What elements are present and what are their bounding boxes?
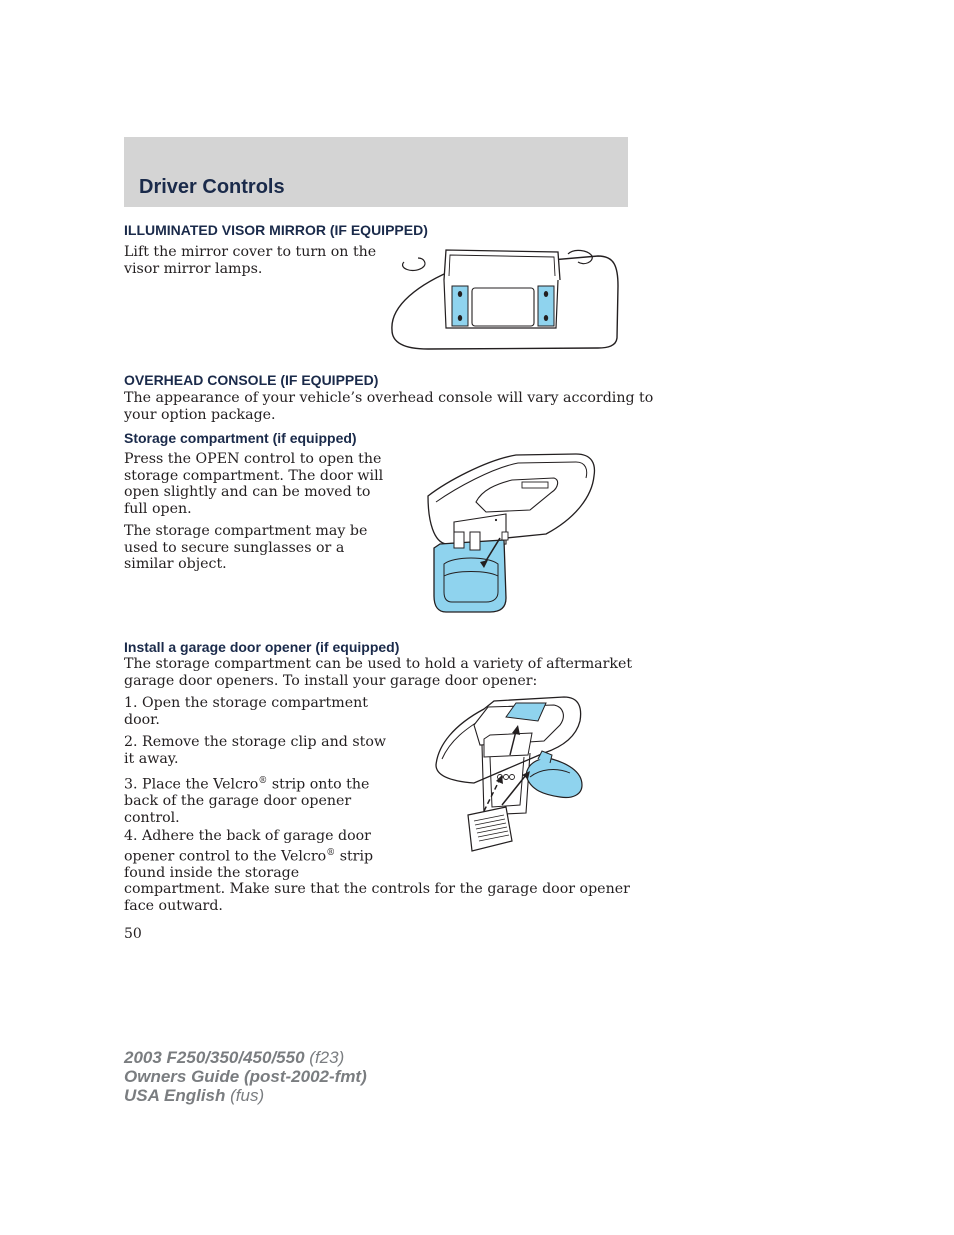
garage-intro — [124, 656, 633, 689]
overhead-console-heading: OVERHEAD CONSOLE (IF EQUIPPED) — [124, 372, 379, 388]
storage-text-line: open slightly and can be moved to — [124, 484, 371, 500]
storage-text-line: Press the OPEN control to open the — [124, 451, 382, 467]
storage-para-1 — [124, 451, 394, 517]
visor-text-line: visor mirror lamps. — [124, 260, 263, 277]
step-text: strip — [335, 848, 374, 865]
step-text: strip onto the — [267, 776, 370, 793]
footer-guide: Owners Guide (post-2002-fmt) — [124, 1067, 367, 1086]
step-text-line: back of the garage door opener — [124, 793, 352, 810]
footer-model-line — [124, 1048, 367, 1067]
footer-model-code: (f23) — [304, 1048, 345, 1067]
garage-opener-illustration — [434, 695, 586, 859]
storage-text-line: similar object. — [124, 556, 227, 572]
footer-guide-line — [124, 1067, 367, 1086]
step-text-line: face outward. — [124, 897, 223, 914]
overhead-text-line: The appearance of your vehicle’s overhead console will vary according to — [124, 390, 654, 406]
registered-mark: ® — [326, 847, 336, 858]
step-text-line: it away. — [124, 750, 179, 767]
garage-step-2 — [124, 734, 394, 767]
page-section-title: Driver Controls — [139, 176, 285, 198]
page-number: 50 — [124, 926, 142, 942]
visor-mirror-text — [124, 244, 384, 277]
garage-step-1 — [124, 695, 394, 728]
registered-mark: ® — [258, 776, 268, 786]
document-footer — [124, 1048, 367, 1105]
overhead-text-line: your option package. — [124, 406, 276, 423]
garage-opener-heading: Install a garage door opener (if equipped) — [124, 639, 400, 655]
step-text: opener control to the Velcro — [124, 848, 327, 865]
visor-mirror-illustration — [388, 246, 620, 352]
footer-language: USA English — [124, 1086, 226, 1105]
step-text-line: door. — [124, 711, 160, 728]
storage-compartment-heading: Storage compartment (if equipped) — [124, 430, 357, 446]
footer-language-line — [124, 1086, 367, 1105]
step-text-line: found inside the storage — [124, 864, 300, 881]
step-text-line — [124, 773, 404, 793]
visor-text-line: Lift the mirror cover to turn on the — [124, 244, 377, 260]
step-text-line: 2. Remove the storage clip and stow — [124, 734, 387, 750]
garage-intro-line: garage door openers. To install your garage door opener: — [124, 672, 538, 689]
storage-text-line: used to secure sunglasses or a — [124, 539, 345, 556]
storage-compartment-illustration — [426, 452, 598, 614]
storage-text-line: full open. — [124, 500, 192, 517]
storage-text-line: storage compartment. The door will — [124, 467, 384, 484]
footer-language-code: (fus) — [225, 1086, 265, 1105]
garage-intro-line: The storage compartment can be used to hold a variety of aftermarket — [124, 656, 633, 672]
step-text-line: 1. Open the storage compartment — [124, 695, 368, 711]
step-text-line: control. — [124, 809, 180, 826]
overhead-console-text — [124, 390, 654, 423]
footer-model: 2003 F250/350/450/550 — [124, 1048, 305, 1067]
step-text-line: 4. Adhere the back of garage door — [124, 828, 371, 844]
step-text: 3. Place the Velcro — [124, 776, 259, 793]
garage-step-3 — [124, 773, 404, 826]
visor-mirror-heading: ILLUMINATED VISOR MIRROR (IF EQUIPPED) — [124, 222, 428, 238]
step-text-line: compartment. Make sure that the controls for the garage door opener — [124, 881, 630, 898]
storage-text-line: The storage compartment may be — [124, 523, 368, 539]
storage-para-2 — [124, 523, 394, 573]
